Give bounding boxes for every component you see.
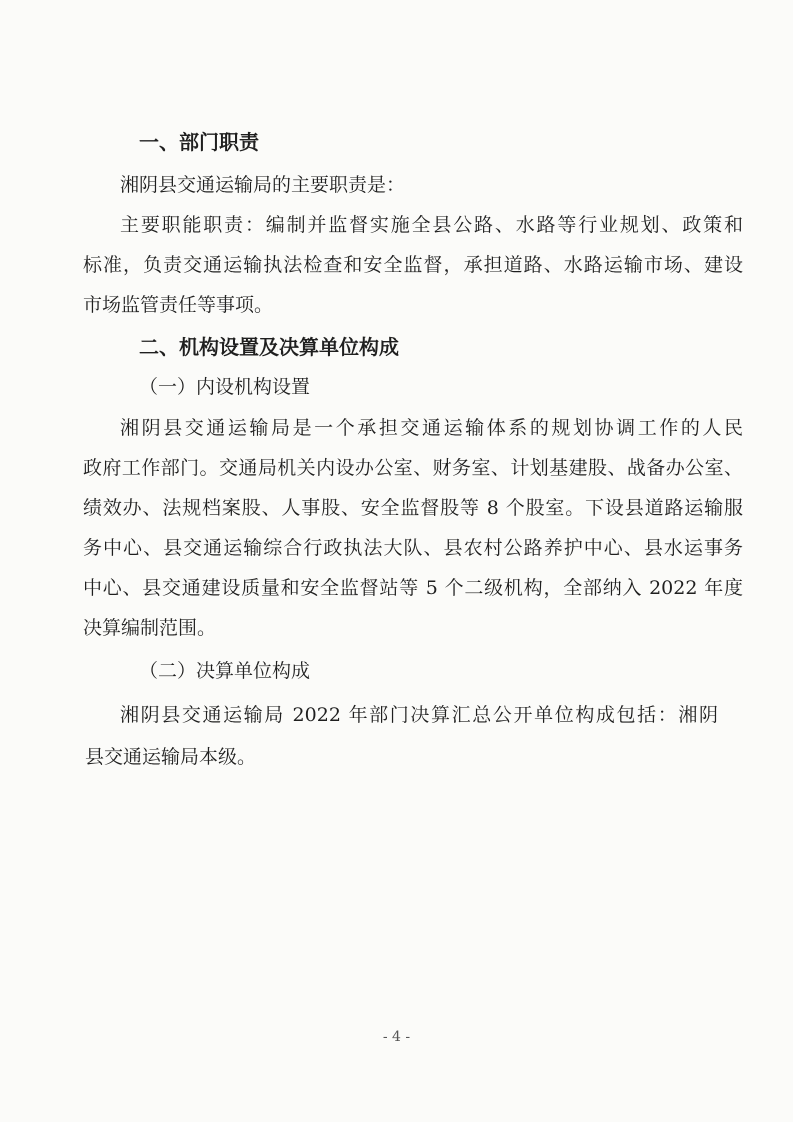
subsection2-heading: （二）决算单位构成 — [139, 660, 311, 682]
subsection1-line-5: 中心、县交通建设质量和安全监督站等 5 个二级机构，全部纳入 2022 年度 — [83, 577, 743, 599]
subsection1-line-1: 湘阴县交通运输局是一个承担交通运输体系的规划协调工作的人民 — [120, 417, 743, 439]
subsection1-line-4: 务中心、县交通运输综合行政执法大队、县农村公路养护中心、县水运事务 — [83, 537, 743, 559]
page-number: - 4 - — [382, 1029, 411, 1045]
subsection1-line-3: 绩效办、法规档案股、人事股、安全监督股等 8 个股室。下设县道路运输服 — [83, 497, 743, 519]
subsection1-line-6: 决算编制范围。 — [83, 617, 217, 639]
section1-duty-line-2: 标准，负责交通运输执法检查和安全监督，承担道路、水路运输市场、建设 — [83, 254, 743, 276]
subsection2-line-2: 县交通运输局本级。 — [85, 746, 257, 768]
subsection2-line-1: 湘阴县交通运输局 2022 年部门决算汇总公开单位构成包括：湘阴 — [120, 704, 718, 726]
section1-duty-line-3: 市场监管责任等事项。 — [83, 294, 274, 316]
subsection1-line-2: 政府工作部门。交通局机关内设办公室、财务室、计划基建股、战备办公室、 — [83, 457, 743, 479]
section1-duty-line-1: 主要职能职责：编制并监督实施全县公路、水路等行业规划、政策和 — [120, 214, 743, 236]
subsection1-heading: （一）内设机构设置 — [139, 376, 311, 398]
section2-heading: 二、机构设置及决算单位构成 — [139, 335, 399, 359]
section1-intro: 湘阴县交通运输局的主要职责是： — [120, 174, 406, 196]
section1-heading: 一、部门职责 — [139, 130, 259, 154]
